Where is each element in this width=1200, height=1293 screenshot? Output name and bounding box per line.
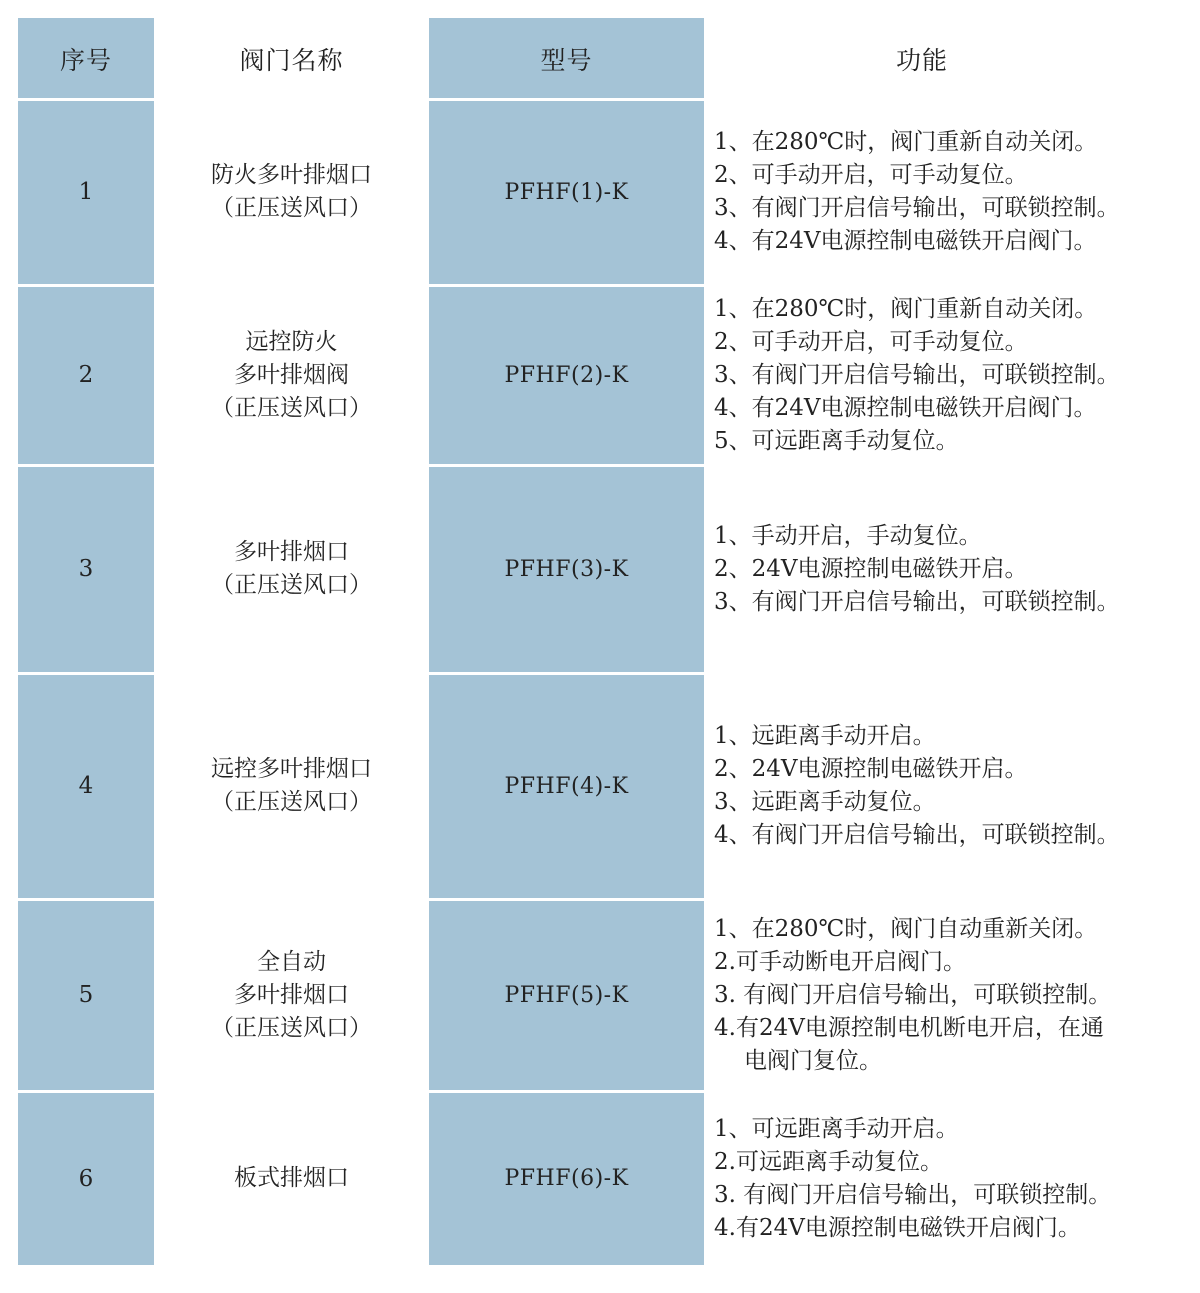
function-item: 3、远距离手动复位。 <box>714 789 936 815</box>
valve-name-line: 远控防火 <box>245 328 338 355</box>
function-item: 4.有24V电源控制电磁铁开启阀门。 <box>714 1214 1081 1241</box>
valve-model: PFHF(5)-K <box>504 982 629 1008</box>
function-item: 4、有24V电源控制电磁铁开启阀门。 <box>714 394 1097 421</box>
valve-name-line: 远控多叶排烟口 <box>211 756 372 782</box>
function-item: 2、可手动开启，可手动复位。 <box>714 328 1028 355</box>
valve-name <box>154 900 429 1090</box>
function-item: 2、24V电源控制电磁铁开启。 <box>714 756 1028 782</box>
function-item: 2.可远距离手动复位。 <box>714 1148 943 1175</box>
valve-name-line: （正压送风口） <box>211 1014 372 1041</box>
valve-name-line: 全自动 <box>257 948 326 975</box>
function-item: 4、有24V电源控制电磁铁开启阀门。 <box>714 228 1097 254</box>
function-item: 1、可远距离手动开启。 <box>714 1115 959 1142</box>
function-item: 1、在280℃时，阀门重新自动关闭。 <box>714 295 1098 322</box>
function-item: 5、可远距离手动复位。 <box>714 427 959 454</box>
function-item: 2、可手动开启，可手动复位。 <box>714 162 1028 188</box>
valve-name-line: （正压送风口） <box>211 394 372 421</box>
function-item: 3. 有阀门开启信号输出，可联锁控制。 <box>714 981 1112 1008</box>
function-item: 1、手动开启，手动复位。 <box>714 522 982 549</box>
function-item: 4、有阀门开启信号输出，可联锁控制。 <box>714 822 1120 848</box>
function-item: 3. 有阀门开启信号输出，可联锁控制。 <box>714 1181 1112 1208</box>
valve-name-line: （正压送风口） <box>211 572 372 598</box>
valve-model: PFHF(4)-K <box>504 773 629 799</box>
header-function: 功能 <box>895 46 948 75</box>
valve-model: PFHF(2)-K <box>504 362 629 388</box>
valve-name <box>154 1092 429 1265</box>
function-item: 3、有阀门开启信号输出，可联锁控制。 <box>714 588 1120 615</box>
valve-name-line: （正压送风口） <box>211 195 372 221</box>
valve-name <box>154 286 429 464</box>
valve-functions <box>704 674 1200 898</box>
function-item: 2.可手动断电开启阀门。 <box>714 948 966 975</box>
row-index: 4 <box>78 773 94 799</box>
function-item: 1、在280℃时，阀门自动重新关闭。 <box>714 915 1098 942</box>
valve-name-line: 防火多叶排烟口 <box>211 162 372 188</box>
valve-functions <box>704 900 1200 1090</box>
valve-name-line: 多叶排烟口 <box>234 981 349 1008</box>
valve-name <box>154 466 429 672</box>
row-index: 2 <box>78 362 94 388</box>
valve-model: PFHF(6)-K <box>504 1166 629 1191</box>
valve-name-line: 多叶排烟阀 <box>234 361 349 388</box>
function-item: 3、有阀门开启信号输出，可联锁控制。 <box>714 195 1120 221</box>
valve-name-line: 多叶排烟口 <box>234 539 349 565</box>
valve-model: PFHF(1)-K <box>504 179 629 205</box>
function-item: 电阀门复位。 <box>744 1047 882 1074</box>
valve-functions <box>704 286 1200 464</box>
header-model: 型号 <box>540 46 593 75</box>
valve-name-line: （正压送风口） <box>211 789 372 815</box>
header-index: 序号 <box>59 46 112 75</box>
valve-name-line: 板式排烟口 <box>234 1165 349 1191</box>
valve-name <box>154 100 429 284</box>
valve-functions <box>704 100 1200 284</box>
row-index: 1 <box>78 179 94 205</box>
valve-functions <box>704 466 1200 672</box>
row-index: 6 <box>78 1165 94 1192</box>
function-item: 4.有24V电源控制电机断电开启，在通 <box>714 1014 1104 1041</box>
row-index: 5 <box>78 982 94 1008</box>
function-item: 1、在280℃时，阀门重新自动关闭。 <box>714 129 1098 155</box>
valve-model: PFHF(3)-K <box>504 556 629 582</box>
function-item: 1、远距离手动开启。 <box>714 723 936 749</box>
header-valve-name: 阀门名称 <box>239 46 344 75</box>
valve-functions <box>704 1092 1200 1265</box>
function-item: 2、24V电源控制电磁铁开启。 <box>714 555 1028 582</box>
valve-name <box>154 674 429 898</box>
function-item: 3、有阀门开启信号输出，可联锁控制。 <box>714 361 1120 388</box>
row-index: 3 <box>78 556 94 582</box>
